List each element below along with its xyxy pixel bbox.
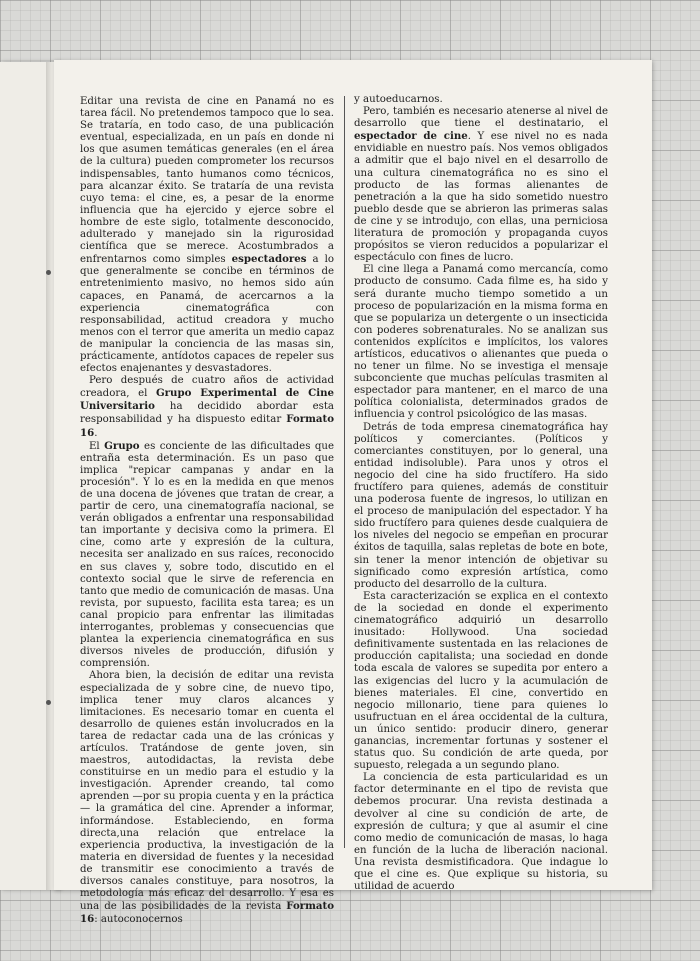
paragraph-continuation: y autoeducarnos.: [354, 94, 443, 105]
bold-term: Formato 16: [80, 900, 334, 926]
bold-term: espectador de cine: [354, 130, 468, 143]
paragraph-4: [80, 670, 334, 926]
text-span: ha decidido abordar esta responsabilidad y ha dispuesto editar: [80, 401, 334, 426]
paragraph-2: [80, 375, 334, 439]
text-span: Pero después de cuatro años de actividad creadora, el: [80, 375, 334, 400]
bold-term: Formato 16: [80, 413, 334, 439]
text-span: El: [89, 440, 105, 452]
text-span: es conciente de las dificultades que entraña esta determinación. Es un paso que implica "repicar campanas y andar en la procesión". Y lo es en la medida en que menos de una docena de jóvenes que tratan de crear, a partir de cero, una cinematografía nacional, se verán obligados a enfrentar una responsabilidad tan importante y decisiva como la primera. El cine, como arte y expresión de la cultura, necesita ser analizado en sus raíces, reconocido en sus claves y, sobre todo, discutido en el contexto social que le sirve de referencia en tanto que medio de comunicación de masas. Una revista, por supuesto, facilita esta tarea; es un canal propicio para enfrentar las ilimitadas interrogantes, problemas y consecuencias que plantea la experiencia cinematográfica en sus diversos niveles de producción, difusión y comprensión.: [80, 440, 335, 670]
bold-term: espectadores: [231, 253, 307, 266]
paragraph-3: [80, 440, 334, 671]
paragraph-8: Esta caracterización se explica en el contexto de la sociedad en donde el experimento cinematográfico adquirió un desarrollo inusitado: Hollywood. Una sociedad definitivamente sustentada en las relaciones de producción capitalista; una sociedad en donde toda escala de valores se supedita por entero a las exigencias del lucro y la acumulación de bienes materiales. El cine, convertido en negocio millonario, tiene para quienes lo usufructuan en el área occidental de la cultura, un único sentido: producir dinero, generar ganancias, incrementar fortunas y sostener el status quo. Su condición de arte queda, por supuesto, relegada a un segundo plano.: [354, 590, 608, 772]
paragraph-9: La conciencia de esta particularidad es un factor determinante en el tipo de revista que debemos procurar. Una revista destinada a devolver al cine su condición de arte, de expresión de cultura; y que al asumir el cine como medio de comunicación de masas, lo haga en función de la lucha de liberación nacional. Una revista desmistificadora. Que indague lo que el cine es. Que explique su historia, su utilidad de acuerdo: [354, 772, 608, 893]
paragraph-5: [354, 106, 608, 264]
paragraph-6: El cine llega a Panamá como mercancía, como producto de consumo. Cada filme es, ha sido y será durante mucho tiempo sometido a un proceso de popularización en la misma forma en que se populariza un detergente o un insecticida con poderes sobrenaturales. No se analizan sus contenidos explícitos e implícitos, los valores artísticos, educativos o alienantes que pueda o no tener un filme. No se investiga el mensaje subconciente que muchas películas trasmiten al espectador para mantener, en el marco de una política colonialista, determinados grados de influencia y control psicológico de las masas.: [354, 264, 608, 421]
text-span: .: [94, 427, 98, 439]
text-span: . Y ese nivel no es nada envidiable en nuestro país. Nos vemos obligados a admitir que el bajo nivel en el desarrollo de una cultura cinematográfica no es sino el producto de las formas alienantes de penetración a la que ha sido sometido nuestro pueblo desde que se abrieron las primeras salas de cine y se introdujo, con ellas, una perniciosa literatura de promoción y propaganda cuyos propósitos se vieron reducidos a popularizar el espectáculo con fines de lucro.: [354, 131, 608, 264]
document-page: [54, 60, 652, 926]
left-column: [80, 96, 335, 926]
text-span: : autoconocernos: [94, 914, 183, 926]
bold-term: Grupo Experimental de Cine Universitario: [80, 387, 335, 413]
text-span: a lo que generalmente se concibe en términos de entretenimiento masivo, no hemos sido aún capaces, en Panamá, de acercarnos a la experiencia cinematográfica con responsabilidad, actitud creadora y mucho menos con el terror que amerita un medio capaz de manipular la conciencia de las masas sin, prácticamente, antídotos capaces de repeler sus efectos enajenantes y desvastadores.: [80, 254, 334, 375]
column-divider: [344, 96, 345, 848]
bold-term: Grupo: [104, 439, 140, 452]
staple-bottom: [46, 700, 51, 705]
text-span: Ahora bien, la decisión de editar una revista especializada de y sobre cine, de nuevo tipo, implica tener muy claros alcances y limitaciones. Es necesario tomar en cuenta el desarrollo de quienes están involucrados en la tarea de redactar cada una de las crónicas y artículos. Tratándose de gente joven, sin maestros, autodidactas, la revista debe constituirse en un medio para el estudio y la investigación. Aprender creando, tal como aprenden —por su propia cuenta y en la práctica— la gramática del cine. Aprender a informar, informándose. Estableciendo, en forma directa,una relación que entrelace la experiencia productiva, la investigación de la materia en diversidad de fuentes y la necesidad de transmitir ese conocimiento a través de diversos canales constituye, para nosotros, la metodología más eficaz del desarrollo. Y esa es una de las posibilidades de la revista: [80, 670, 334, 913]
paragraph-1: [80, 96, 334, 375]
right-column: [354, 94, 608, 893]
text-span: Editar una revista de cine en Panamá no es tarea fácil. No pretendemos tampoco que lo sea. Se trataría, en todo caso, de una publicación eventual, especializada, en un país en donde ni los que asumen temáticas generales (en el área de la cultura) pueden comprometer los recursos indispensables, tanto humanos como técnicos, para alcanzar éxito. Se trataría de una revista cuyo tema: el cine, es, a pesar de la enorme influencia que ha ejercido y ejerce sobre el hombre de este siglo, totalmente desconocido, adulterado y manejado sin la rigurosidad científica que se merece. Acostumbrados a enfrentarnos como simples: [80, 96, 334, 266]
staple-top: [46, 270, 51, 275]
paragraph-7: Detrás de toda empresa cinematográfica hay políticos y comerciantes. (Políticos y comerciantes constituyen, por lo general, una entidad indisoluble). Para unos y otros el negocio del cine ha sido fructífero. Ha sido fructífero para quienes, además de constituir una poderosa fuente de ingresos, lo utilizan en el proceso de manipulación del espectador. Y ha sido fructífero para quienes desde cualquiera de los niveles del negocio se empeñan en procurar éxitos de taquilla, salas repletas de bote en bote, sin tener la menor intención de objetivar su significado como expresión artística, como producto del desarrollo de la cultura.: [354, 421, 608, 590]
text-span: Pero, también es necesario atenerse al nivel de desarrollo que tiene el destinatario, el: [354, 106, 608, 130]
